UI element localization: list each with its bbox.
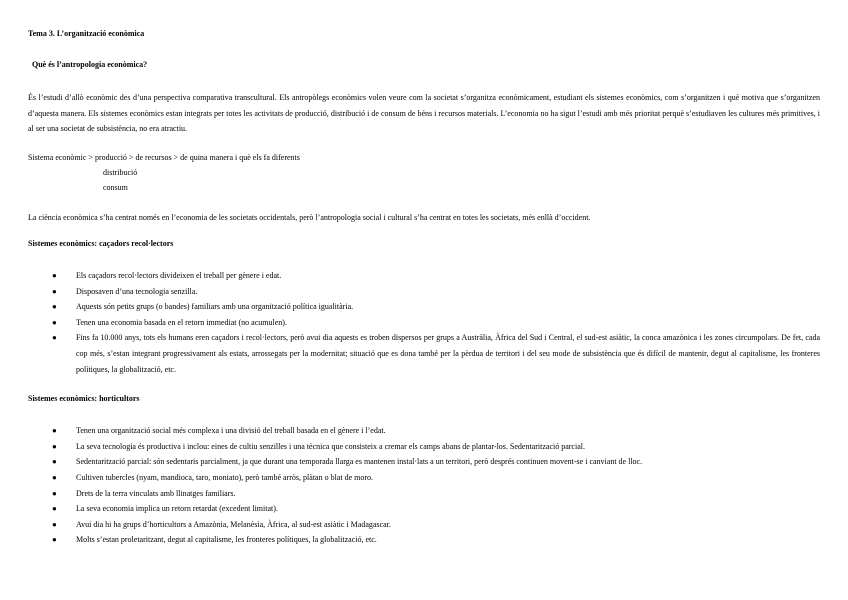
list-item: ● La seva tecnologia és productiva i inclou: eines de cultiu senzilles i una tècnica que consisteix a cremar els camps abans de plantar-los. Sedentarització parcial. <box>64 439 820 455</box>
bullet-icon: ● <box>52 317 57 327</box>
scheme-line-distribution: distribució <box>103 167 138 177</box>
bullet-icon: ● <box>52 457 57 467</box>
document-subtitle: Què és l’antropologia econòmica? <box>32 60 148 69</box>
list-item: ● Drets de la terra vinculats amb llinatges familiars. <box>64 486 820 502</box>
economic-system-scheme <box>28 150 820 195</box>
bullet-icon: ● <box>52 472 57 482</box>
bullet-icon: ● <box>52 286 57 296</box>
list-item: ● Fins fa 10.000 anys, tots els humans eren caçadors i recol·lectors, però avui dia aquests es troben dispersos per grups a Austràlia, Àfrica del Sud i Central, el sud-est asiàtic, la conca amazònica i les zones circumpolars. De fet, cada cop més, s’estan integrant progressivament als estats, arrossegats per la modernitat; situació que es dona també per la pèrdua de territori i del seu mode de subsistència que és difícil de mantenir, degut al capitalisme, les fronteres polítiques, la globalització, etc. <box>64 330 820 377</box>
bullet-icon: ● <box>52 504 57 514</box>
list-item: ● Aquests són petits grups (o bandes) familiars amb una organització política igualitària. <box>64 299 820 315</box>
bullet-icon: ● <box>52 488 57 498</box>
economics-science-paragraph: La ciència econòmica s’ha centrat només en l’economia de les societats occidentals, però l’antropologia social i cultural s’ha centrat en totes les societats, més enllà d’occident. <box>28 212 591 222</box>
list-item: ● Sedentarització parcial: són sedentaris parcialment, ja que durant una temporada llarga es mantenen instal·lats a un territori, però després continuen movent-se i canviant de lloc. <box>64 454 820 470</box>
list-item: ● Molts s’estan proletaritzant, degut al capitalisme, les fronteres polítiques, la globalització, etc. <box>64 532 820 548</box>
list-item: ● La seva economia implica un retorn retardat (excedent limitat). <box>64 501 820 517</box>
scheme-line-consumption: consum <box>103 182 128 192</box>
list-item: ● Disposaven d’una tecnologia senzilla. <box>64 284 820 300</box>
bullet-icon: ● <box>52 302 57 312</box>
bullet-icon: ● <box>52 535 57 545</box>
list-item: ● Avui dia hi ha grups d’horticultors a Amazònia, Melanèsia, Àfrica, al sud-est asiàtic i Madagascar. <box>64 517 820 533</box>
bullet-icon: ● <box>52 441 57 451</box>
bullet-icon: ● <box>52 271 57 280</box>
section-heading-horticulturists: Sistemes econòmics: horticultors <box>28 394 140 404</box>
list-item: ● Tenen una economia basada en el retorn immediat (no acumulen). <box>64 315 820 331</box>
document-title: Tema 3. L’organització econòmica <box>28 29 145 38</box>
list-item: ● Els caçadors recol·lectors divideixen el treball per gènere i edat. <box>64 268 820 284</box>
bullet-icon: ● <box>52 519 57 529</box>
scheme-line-production: Sistema econòmic > producció > de recursos > de quina manera i què els fa diferents <box>28 152 300 162</box>
intro-paragraph: És l’estudi d’allò econòmic des d’una perspectiva comparativa transcultural. Els antropòlegs econòmics volen veure com la societat s’organitza econòmicament, estudiant els sistemes econòmics, com s’organitzen i què motiva que s’organitzen d’aquesta manera. Els sistemes econòmics estan integrats per totes les activitats de producció, distribució i de consum de béns i recursos materials. L’economia no ha sigut l’estudi amb més prioritat perquè s’estudiaven les cultures més primitives, i al ser una societat de subsistència, no era atractiu. <box>28 93 820 133</box>
list-item: ● Cultiven tubercles (nyam, mandioca, taro, moniato), però també arròs, plàtan o blat de moro. <box>64 470 820 486</box>
horticulturists-list <box>28 423 820 548</box>
hunter-gatherers-list <box>28 268 820 377</box>
bullet-icon: ● <box>52 333 57 343</box>
section-heading-hunter-gatherers: Sistemes econòmics: caçadors recol·lectors <box>28 239 174 248</box>
bullet-icon: ● <box>52 426 57 436</box>
list-item: ● Tenen una organització social més complexa i una divisió del treball basada en el gènere i l’edat. <box>64 423 820 439</box>
